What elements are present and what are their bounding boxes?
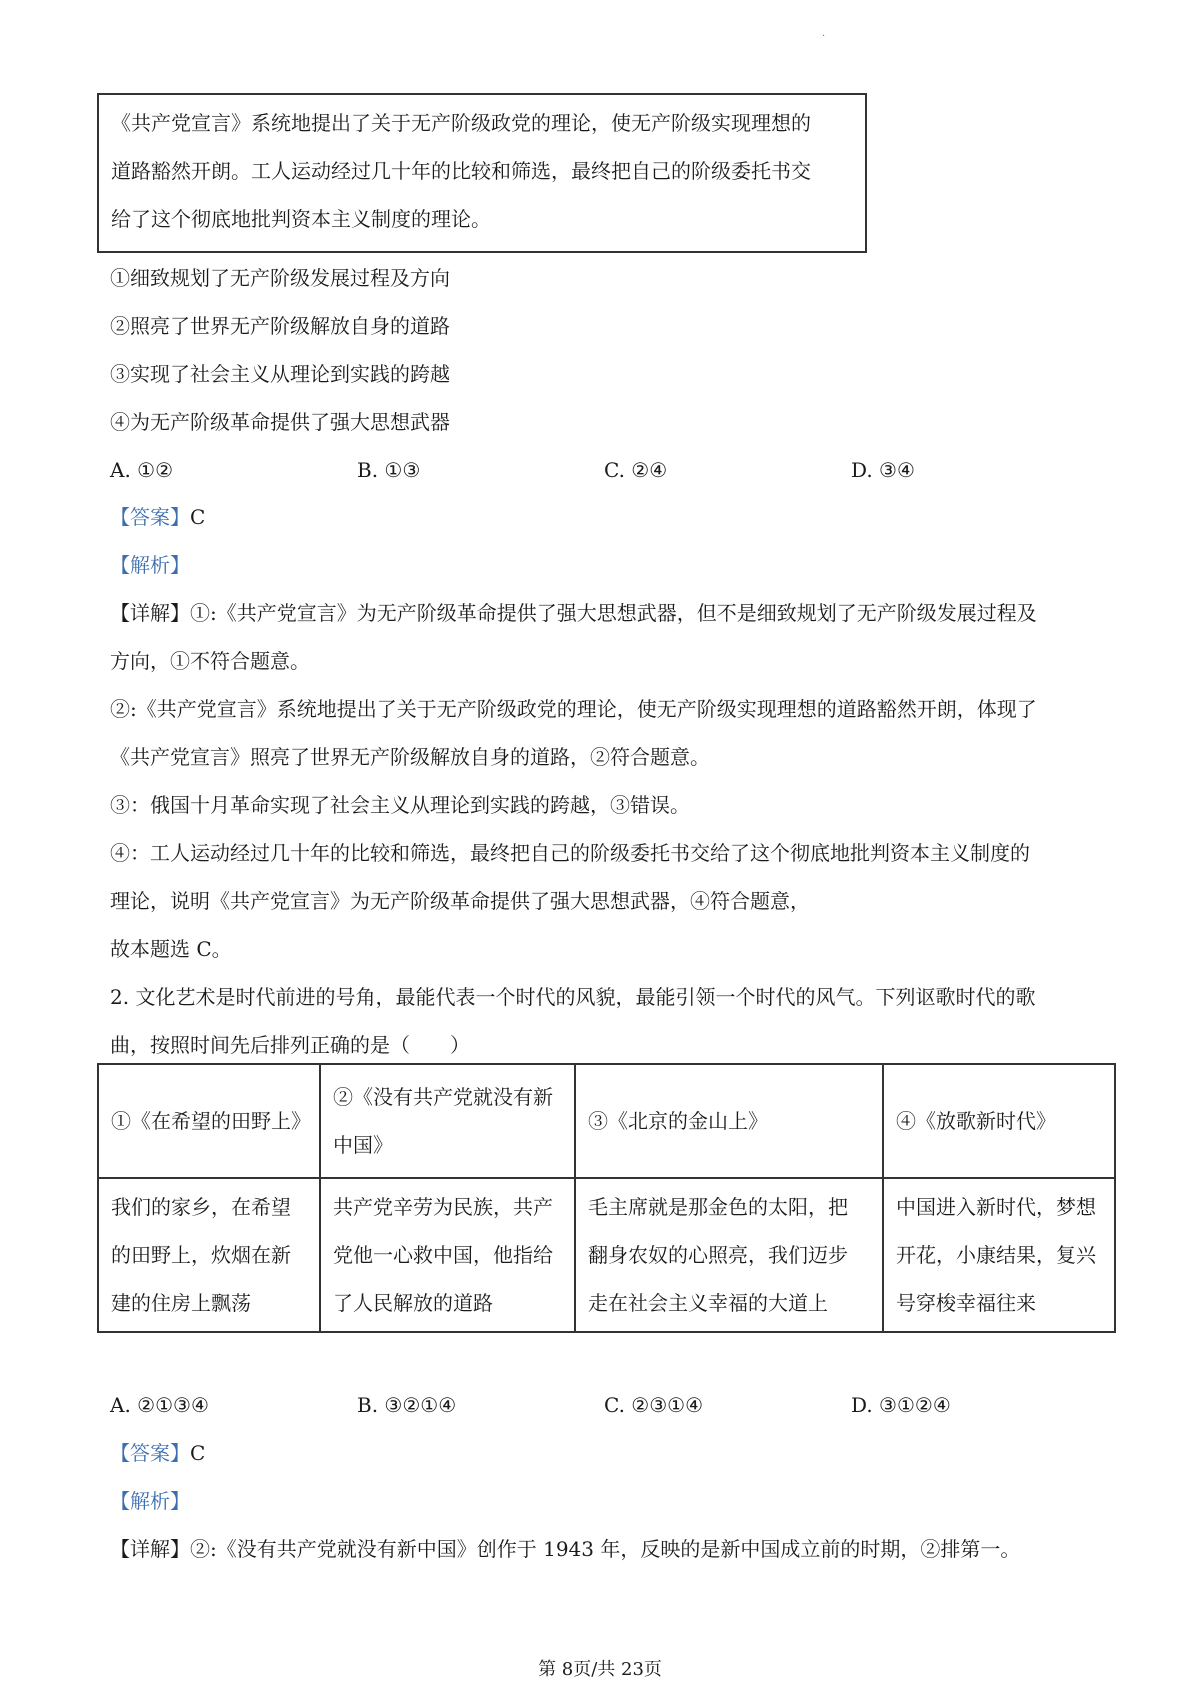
answer-label: 【答案】 xyxy=(110,1441,190,1465)
table-row xyxy=(98,1178,1115,1332)
detail-line: 《共产党宣言》照亮了世界无产阶级解放自身的道路，②符合题意。 xyxy=(110,745,710,769)
detail-line: ④：工人运动经过几十年的比较和筛选，最终把自己的阶级委托书交给了这个彻底地批判资本主义制度的 xyxy=(110,841,1030,865)
detail-line: ②:《共产党宣言》系统地提出了关于无产阶级政党的理论，使无产阶级实现理想的道路豁然开朗，体现了 xyxy=(110,697,1037,721)
lyrics-cell: 共产党辛劳为民族，共产 党他一心救中国，他指给 了人民解放的道路 xyxy=(320,1178,575,1332)
quote-line: 给了这个彻底地批判资本主义制度的理论。 xyxy=(111,207,491,231)
analysis-label: 【解析】 xyxy=(110,553,190,577)
statement-1: ①细致规划了无产阶级发展过程及方向 xyxy=(110,266,450,290)
songs-table xyxy=(97,1063,1116,1333)
table-header-row xyxy=(98,1064,1115,1178)
question-2-stem: 曲，按照时间先后排列正确的是（ ） xyxy=(110,1033,470,1057)
detail-line: 【详解】①:《共产党宣言》为无产阶级革命提供了强大思想武器，但不是细致规划了无产阶级发展过程及 xyxy=(110,601,1037,625)
song-title-cell: ③《北京的金山上》 xyxy=(575,1064,883,1178)
song-title-cell: ①《在希望的田野上》 xyxy=(98,1064,320,1178)
quote-box xyxy=(97,93,867,253)
option-d: D. ③④ xyxy=(851,458,915,482)
statement-3: ③实现了社会主义从理论到实践的跨越 xyxy=(110,362,450,386)
quote-line: 《共产党宣言》系统地提出了关于无产阶级政党的理论，使无产阶级实现理想的 xyxy=(111,111,811,135)
answer-label: 【答案】 xyxy=(110,505,190,529)
option-a: A. ①② xyxy=(110,458,174,482)
option-c: C. ②③①④ xyxy=(604,1393,704,1417)
answer-value: C xyxy=(190,1441,206,1465)
answer-line xyxy=(110,503,205,531)
detail-line: 方向，①不符合题意。 xyxy=(110,649,310,673)
detail-line: 故本题选 C。 xyxy=(110,937,232,961)
lyrics-cell: 我们的家乡，在希望 的田野上，炊烟在新 建的住房上飘荡 xyxy=(98,1178,320,1332)
option-b: B. ③②①④ xyxy=(357,1393,457,1417)
song-title-cell: ④《放歌新时代》 xyxy=(883,1064,1115,1178)
answer-line xyxy=(110,1439,205,1467)
answer-value: C xyxy=(190,505,206,529)
detail-line: ③：俄国十月革命实现了社会主义从理论到实践的跨越，③错误。 xyxy=(110,793,690,817)
statement-4: ④为无产阶级革命提供了强大思想武器 xyxy=(110,410,450,434)
quote-line: 道路豁然开朗。工人运动经过几十年的比较和筛选，最终把自己的阶级委托书交 xyxy=(111,159,811,183)
scan-mark: . xyxy=(822,28,826,39)
lyrics-cell: 毛主席就是那金色的太阳，把 翻身农奴的心照亮，我们迈步 走在社会主义幸福的大道上 xyxy=(575,1178,883,1332)
option-a: A. ②①③④ xyxy=(110,1393,209,1417)
analysis-label: 【解析】 xyxy=(110,1489,190,1513)
option-b: B. ①③ xyxy=(357,458,421,482)
option-d: D. ③①②④ xyxy=(851,1393,951,1417)
detail-line: 【详解】②:《没有共产党就没有新中国》创作于 1943 年，反映的是新中国成立前的时期，②排第一。 xyxy=(110,1537,1021,1561)
question-2-stem: 2. 文化艺术是时代前进的号角，最能代表一个时代的风貌，最能引领一个时代的风气。下列讴歌时代的歌 xyxy=(110,985,1036,1009)
detail-line: 理论，说明《共产党宣言》为无产阶级革命提供了强大思想武器，④符合题意， xyxy=(110,889,810,913)
page-number: 第 8页/共 23页 xyxy=(538,1659,662,1680)
lyrics-cell: 中国进入新时代，梦想 开花，小康结果，复兴 号穿梭幸福往来 xyxy=(883,1178,1115,1332)
song-title-cell: ②《没有共产党就没有新 中国》 xyxy=(320,1064,575,1178)
statement-2: ②照亮了世界无产阶级解放自身的道路 xyxy=(110,314,450,338)
option-c: C. ②④ xyxy=(604,458,668,482)
